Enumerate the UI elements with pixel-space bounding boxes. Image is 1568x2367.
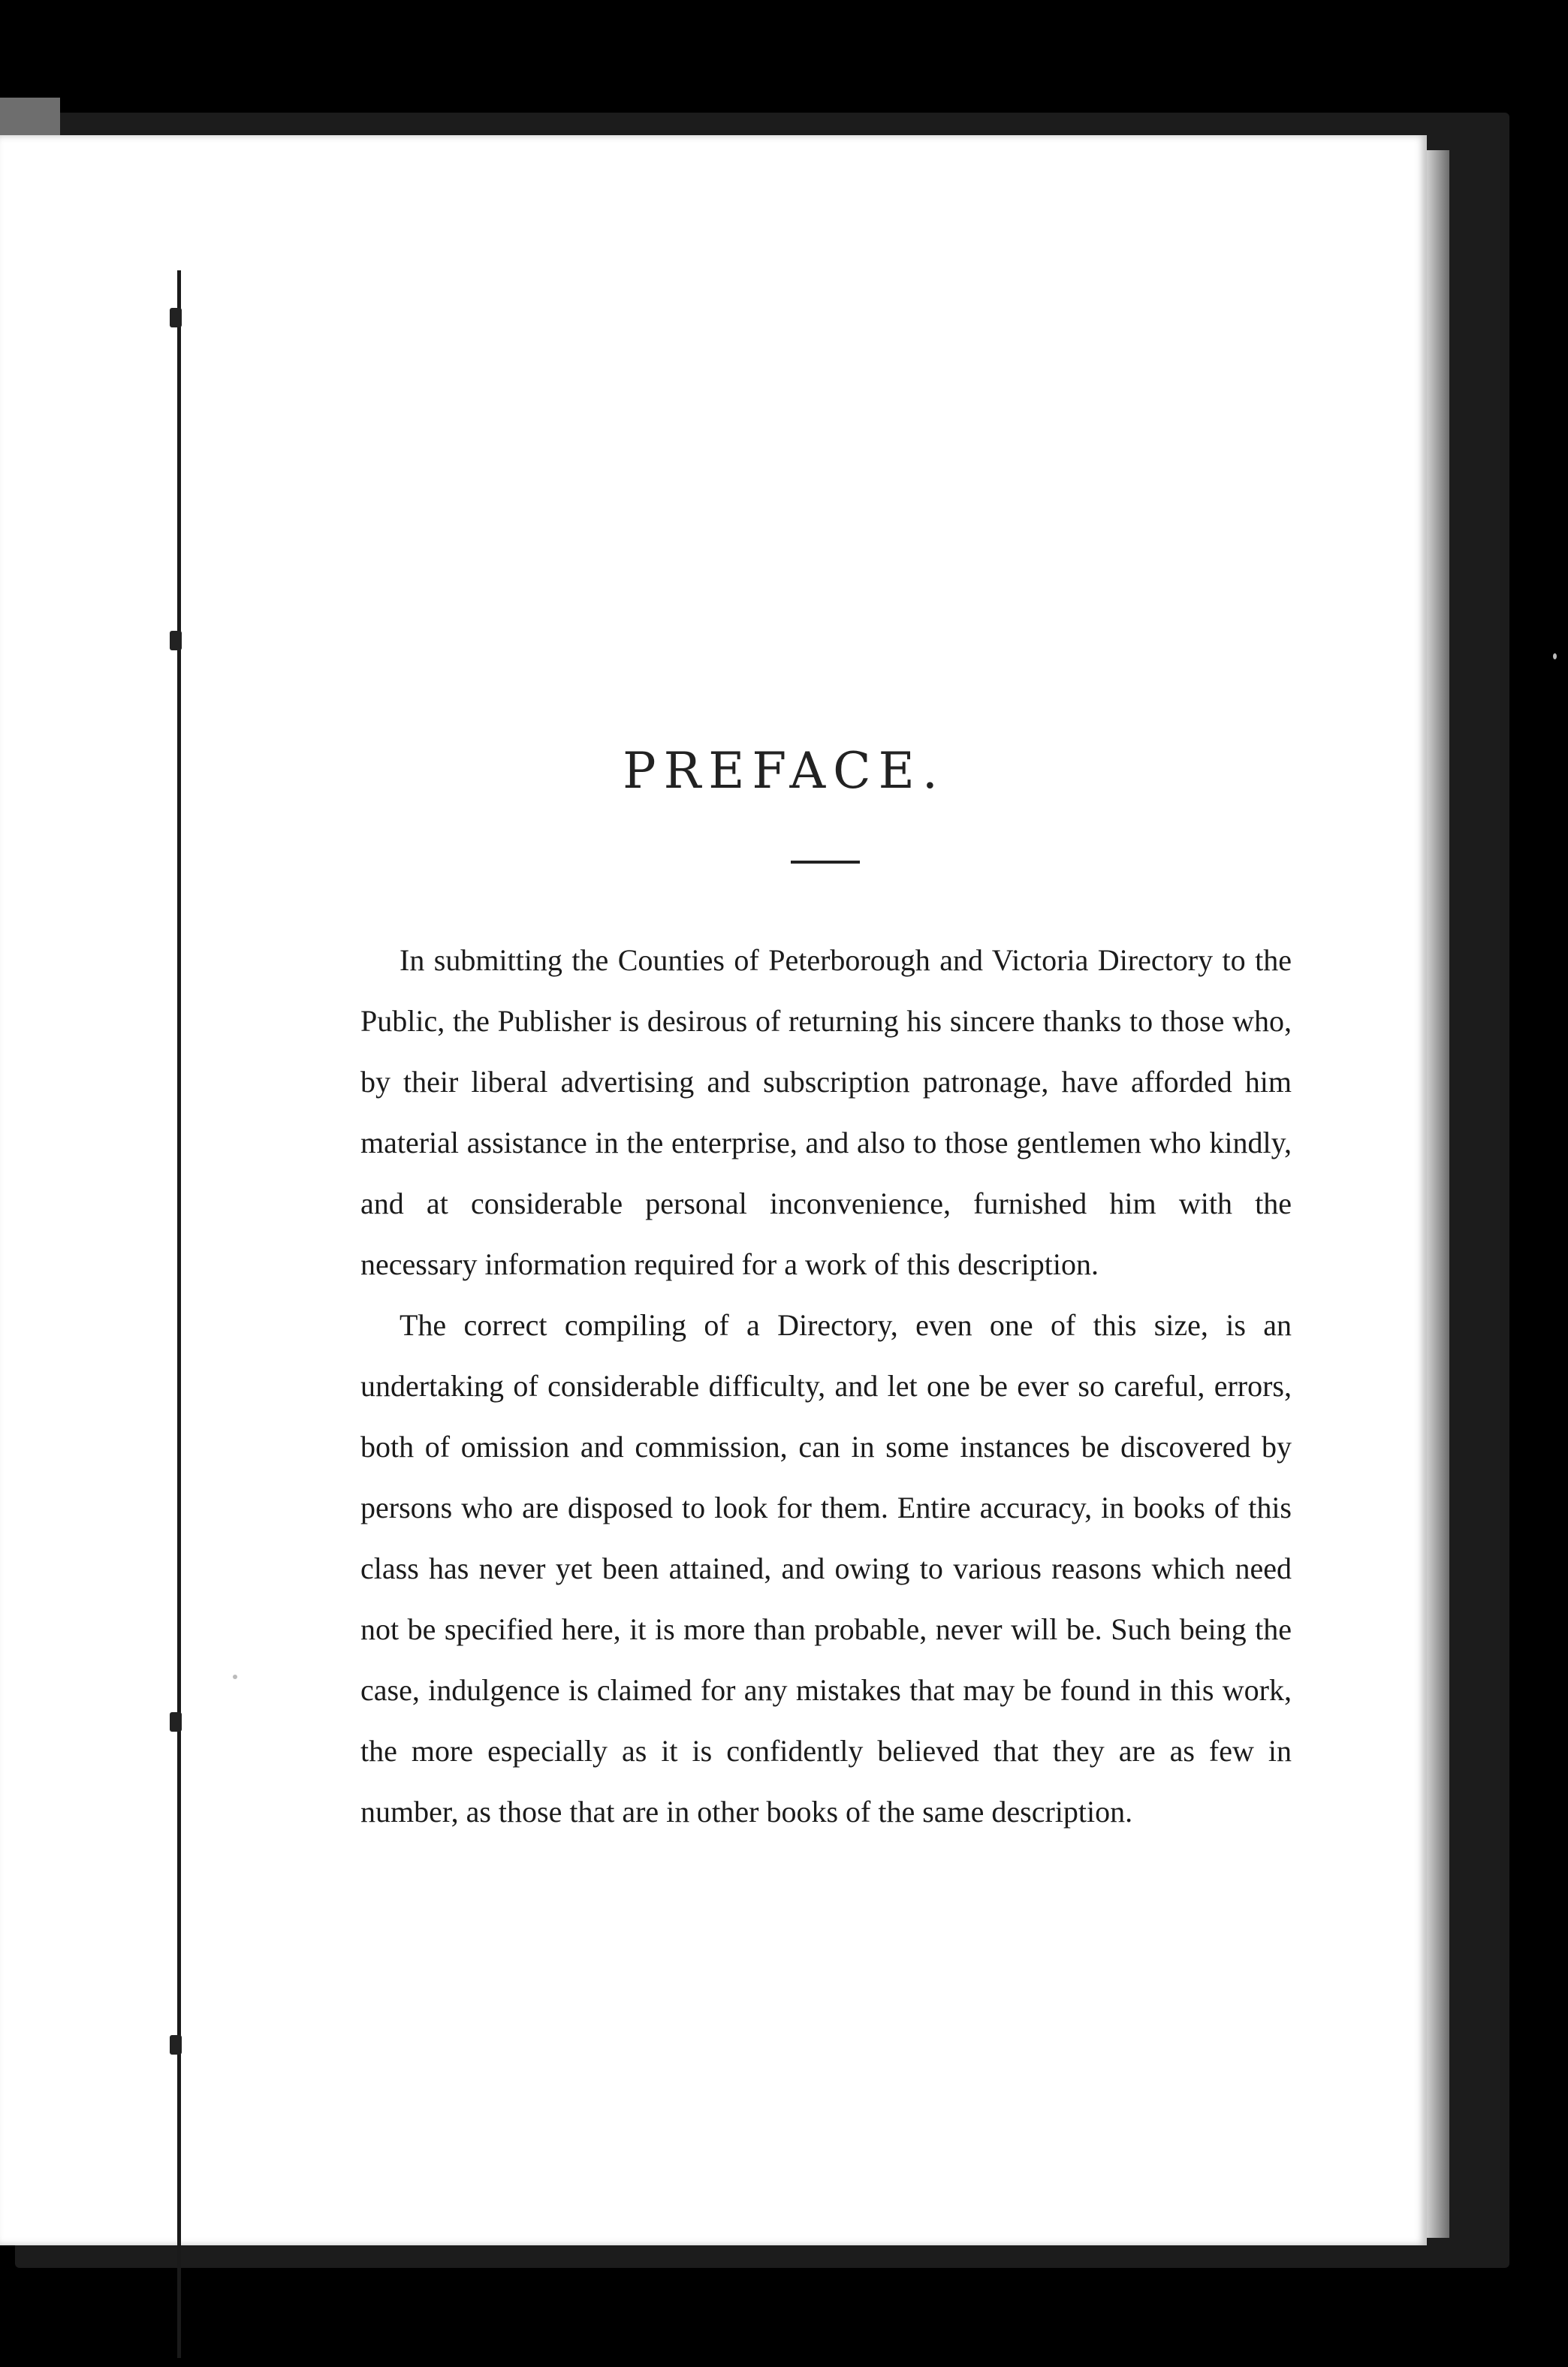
preface-body bbox=[360, 930, 1292, 1842]
scan-speck bbox=[1553, 653, 1557, 659]
paragraph: In submitting the Counties of Peterborough and Victoria Directory to the Public, the Publisher is desirous of returning his sincere thanks to those who, by their liberal advertising and subscription patronage, have afforded him material assistance in the enterprise, and also to those gentlemen who kindly, and at considerable personal inconvenience, furnished him with the necessary information required for a work of this description. bbox=[360, 943, 1292, 1281]
page-title: PREFACE. bbox=[623, 742, 945, 800]
paragraph: The correct compiling of a Directory, even one of this size, is an undertaking of considerable difficulty, and let one be ever so careful, errors, both of omission and commission, can in some instances be discovered by persons who are disposed to look for them. Entire accuracy, in books of this class has never yet been attained, and owing to various reasons which need not be specified here, it is more than probable, never will be. Such being the case, indulgence is claimed for any mistakes that may be found in this work, the more especially as it is confidently believed that they are as few in number, as those that are in other books of the same description. bbox=[360, 1308, 1292, 1829]
binding-stitch bbox=[170, 308, 182, 327]
title-rule bbox=[791, 861, 860, 864]
binding-stitch bbox=[170, 2035, 182, 2055]
binding-stitch bbox=[170, 631, 182, 650]
page-edges bbox=[1427, 150, 1449, 2238]
binding-stitch bbox=[170, 1712, 182, 1732]
scan-speck bbox=[233, 1675, 237, 1679]
